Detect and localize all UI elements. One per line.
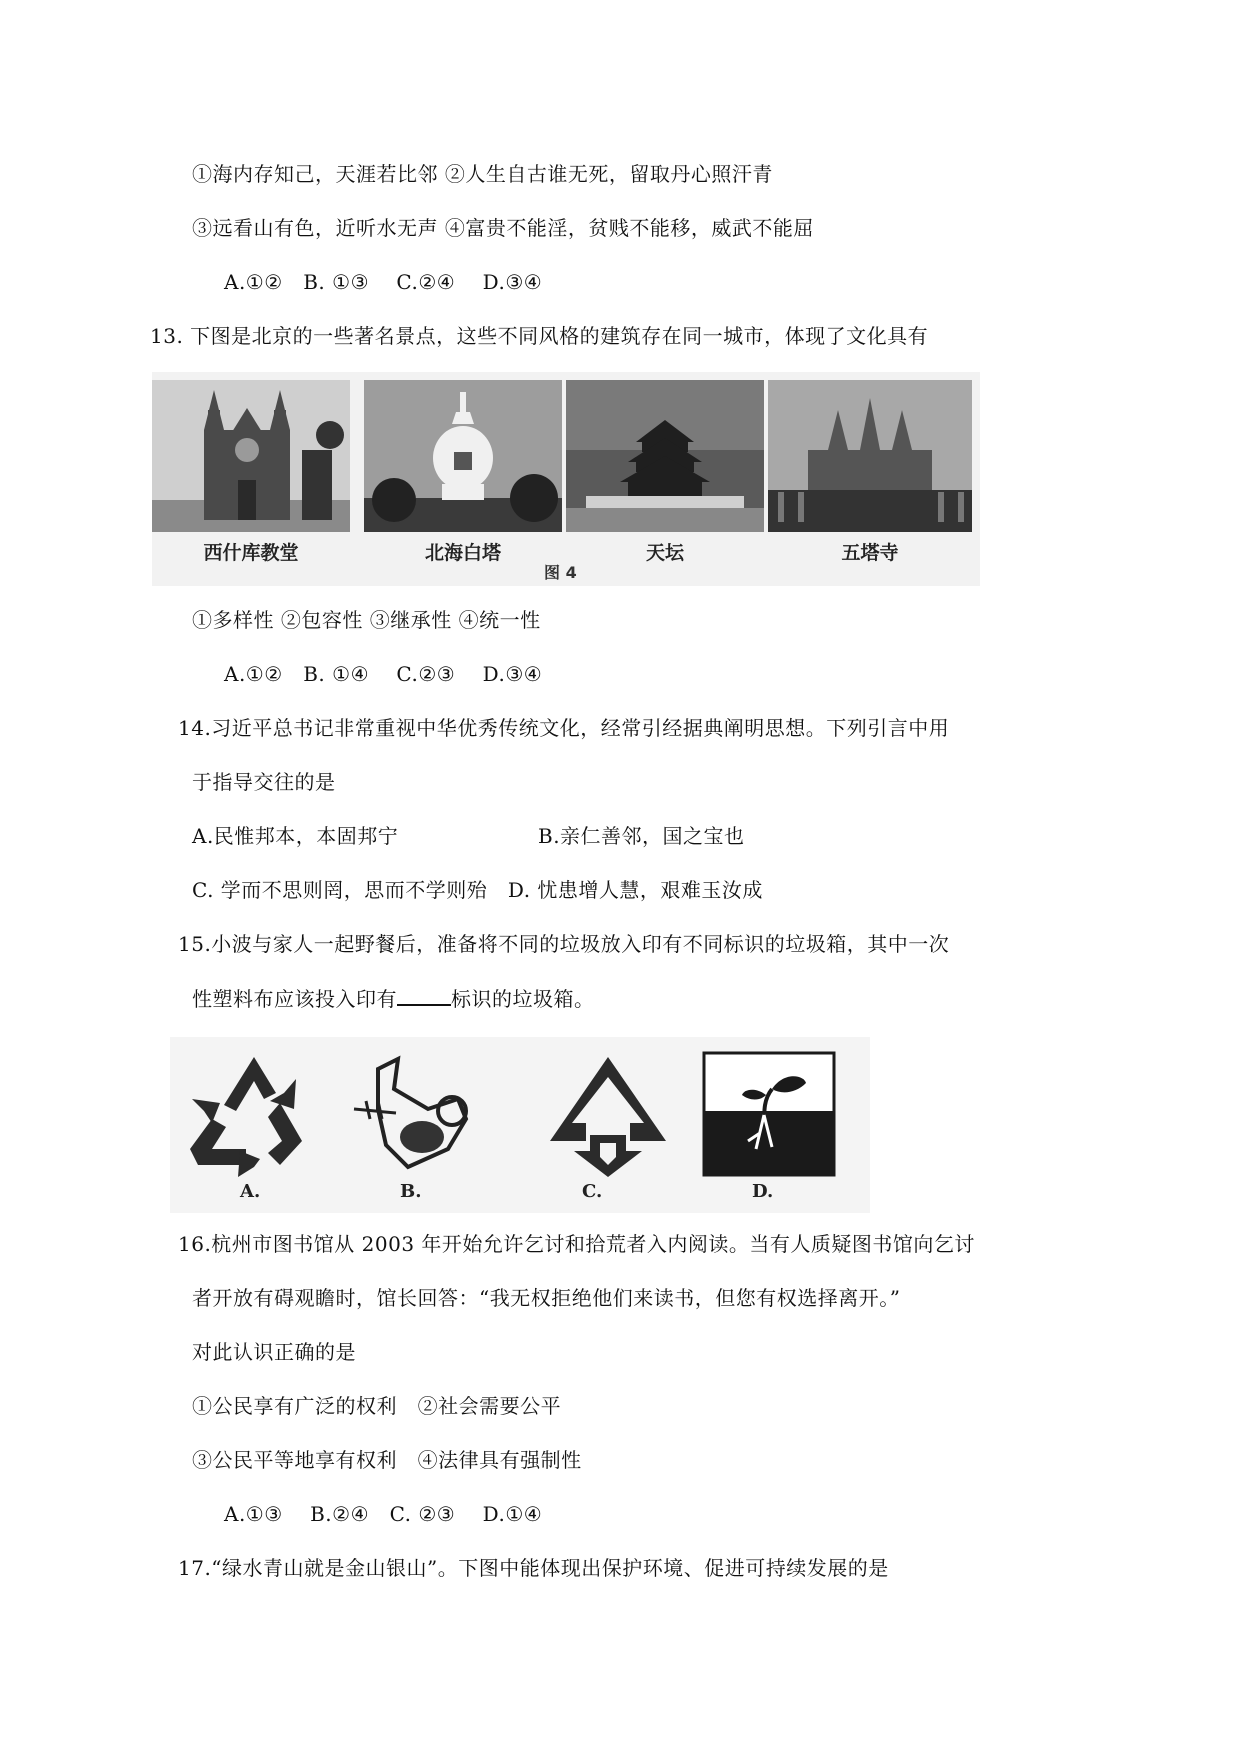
q15-stem-line-1: 15.小波与家人一起野餐后，准备将不同的垃圾放入印有不同标识的垃圾箱，其中一次 [178,932,950,956]
q13-options: ①多样性 ②包容性 ③继承性 ④统一性 [192,608,541,632]
photo-label-3: 天坛 [645,542,684,564]
q13-figure [152,372,980,586]
q13-answers: A.①② B. ①④ C.②③ D.③④ [224,662,543,686]
figure-caption: 图 4 [544,563,577,582]
photo-label-4: 五塔寺 [841,542,899,564]
q14-stem-line-2: 于指导交往的是 [192,770,336,794]
food-waste-icon [348,1049,488,1179]
q14-option-b: B.亲仁善邻，国之宝也 [538,824,745,848]
q16-answers: A.①③ B.②④ C. ②③ D.①④ [224,1502,543,1526]
q16-options-line-2: ③公民平等地享有权利 ④法律具有强制性 [192,1448,582,1472]
q16-options-line-1: ①公民享有广泛的权利 ②社会需要公平 [192,1394,562,1418]
q12-answers: A.①② B. ①③ C.②④ D.③④ [224,270,543,294]
sprout-soil-icon [700,1049,840,1179]
q12-options-line-2: ③远看山有色，近听水无声 ④富贵不能淫，贫贱不能移，威武不能屈 [192,216,814,240]
q15-stem-post: 标识的垃圾箱。 [451,987,595,1011]
photo-label-2: 北海白塔 [424,542,501,564]
symbol-label-c: C. [582,1181,603,1202]
symbol-label-b: B. [400,1181,422,1202]
q15-stem-pre: 性塑料布应该投入印有 [192,987,397,1011]
cathedral-photo [152,380,350,532]
q13-stem: 13. 下图是北京的一些著名景点，这些不同风格的建筑存在同一城市，体现了文化具有 [150,324,929,348]
q17-stem: 17.“绿水青山就是金山银山”。下图中能体现出保护环境、促进可持续发展的是 [178,1556,889,1580]
q16-stem-line-3: 对此认识正确的是 [192,1340,356,1364]
q14-stem-line-1: 14.习近平总书记非常重视中华优秀传统文化，经常引经据典阐明思想。下列引言中用 [178,716,950,740]
temple-of-heaven-photo [566,380,764,532]
q12-options-line-1: ①海内存知己，天涯若比邻 ②人生自古谁无死，留取丹心照汗青 [192,162,773,186]
q16-stem-line-2: 者开放有碍观瞻时，馆长回答：“我无权拒绝他们来读书，但您有权选择离开。” [192,1286,901,1310]
answer-blank [397,984,451,1006]
photo-label-1: 西什库教堂 [203,542,299,564]
five-pagoda-temple-photo [768,380,972,532]
recycle-icon [184,1049,324,1179]
q15-stem-line-2 [192,984,595,1013]
q16-stem-line-1: 16.杭州市图书馆从 2003 年开始允许乞讨和拾荒者入内阅读。当有人质疑图书馆向乞讨 [178,1232,975,1256]
recyclable-arrow-icon [538,1049,678,1179]
q14-option-a: A.民惟邦本，本固邦宁 [192,824,399,848]
symbol-label-a: A. [240,1181,261,1202]
white-pagoda-photo [364,380,562,532]
q15-symbol-figure [170,1037,870,1213]
symbol-label-d: D. [752,1181,774,1202]
q14-options-cd: C. 学而不思则罔，思而不学则殆 D. 忧患增人慧，艰难玉汝成 [192,878,763,902]
